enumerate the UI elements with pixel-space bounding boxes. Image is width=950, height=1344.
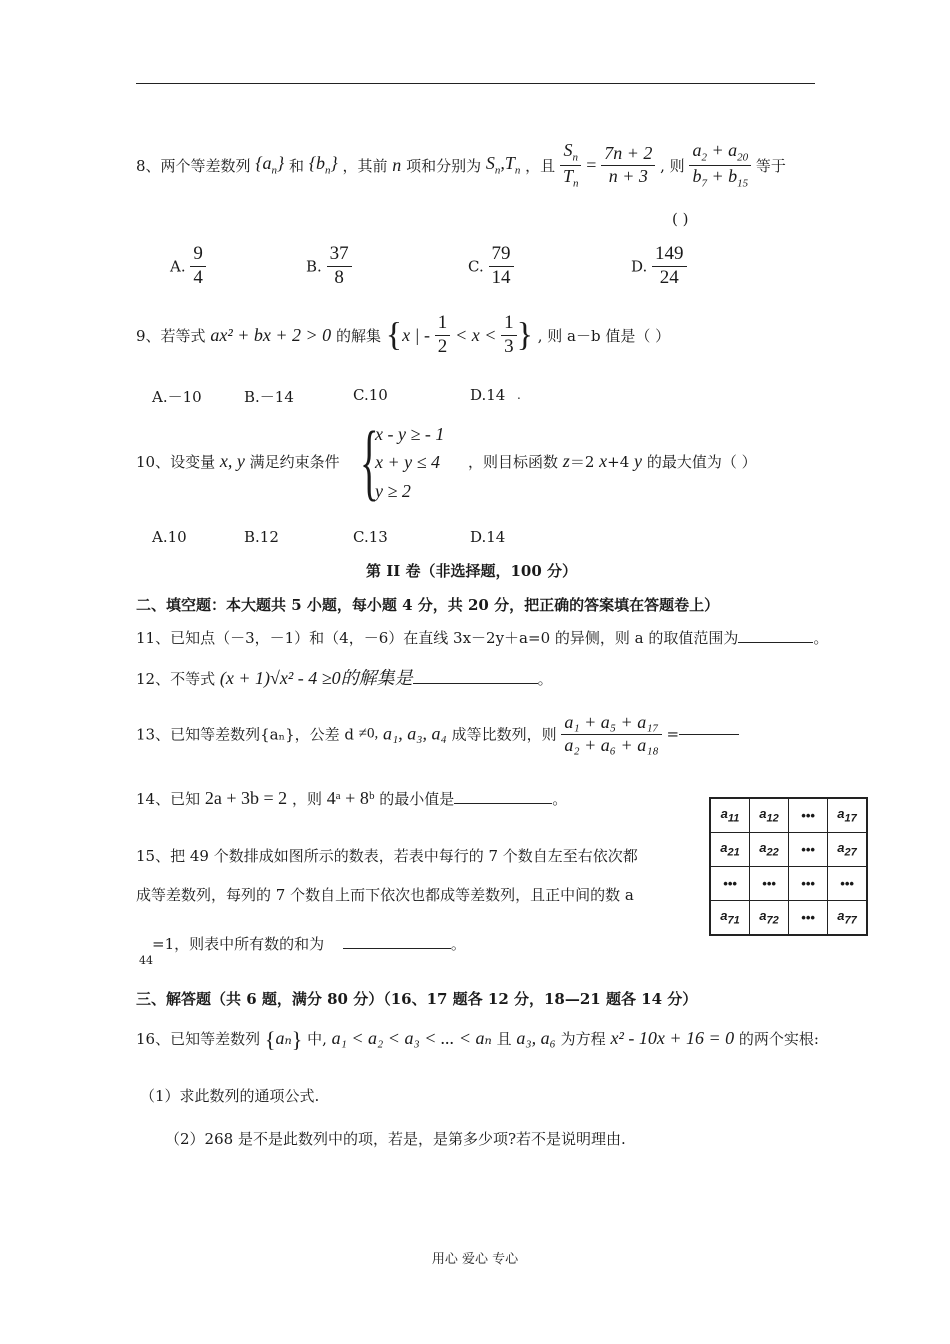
q12-answer-blank (413, 683, 538, 684)
q11: 11、已知点（－3，－1）和（4，－6）在直线 3x－2y＋a=0 的异侧，则 a 的取值范围为 。 (136, 629, 829, 647)
q8-sums: $S_n,T_n$ (485, 153, 521, 178)
grid-cell: $a_{21}$ (710, 833, 750, 867)
q9-third-fraction: $\frac{1}{3}$ (501, 312, 517, 359)
q10-objective: ，则目标函数 z＝2 x+4 y 的最大值为（ ） (468, 451, 757, 471)
q9-option-c: C.10 (353, 386, 388, 404)
q9-option-d: D.14 (470, 386, 506, 404)
grid-cell: $a_{77}$ (828, 901, 868, 936)
grid-cell: $a_{17}$ (828, 798, 868, 833)
grid-cell: ••• (789, 901, 828, 936)
q9-option-a: A.－10 (152, 388, 202, 406)
q8-given-fraction: $\frac{7n + 2}{n + 3}$ (601, 143, 655, 187)
q13-fraction: $\frac{\text{a₁ + a₅ + a₁₇}}{\text{a₂ + a₆ + a₁₈}}$ (561, 712, 661, 756)
q8-option-c: C. $\frac{79}{14}$ (468, 243, 514, 290)
grid-cell: ••• (750, 867, 789, 901)
header-rule (136, 83, 815, 84)
q10-option-d: D.14 (470, 528, 506, 546)
q8-target-fraction: $\frac{a_2 + a_{20}}{b_7 + b_{15}}$ (689, 140, 751, 191)
q10-constraint-brace: { (360, 413, 379, 509)
q16-stem: 16、已知等差数列 {aₙ} 中, a₁ < a₂ < a₃ < ... < aₙ 且 a₃, a₆ 为方程 x² - 10x + 16 = 0 的两个实根: (136, 1027, 819, 1052)
q16-subquestion-1: （1）求此数列的通项公式. (140, 1087, 320, 1105)
q8-option-a: A. $\frac{9}{4}$ (170, 243, 206, 290)
section2-title: 二、填空题：本大题共 5 小题，每小题 4 分，共 20 分，把正确的答案填在答题卷上） (136, 596, 720, 614)
q15-line-2: 成等差数列，每列的 7 个数自上而下依次也都成等差数列，且正中间的数 a (136, 886, 634, 904)
page-footer: 用心 爱心 专心 (431, 1252, 519, 1267)
grid-cell: ••• (789, 798, 828, 833)
q9-stray-dot: . (517, 388, 521, 402)
q10-option-a: A.10 (152, 528, 187, 546)
q9-option-b: B.－14 (244, 388, 294, 406)
q8-stem: 8、两个等差数列 $\{a_n\}$ 和 $\{b_n\}$ ，其前 n 项和分别为 $S_n,T_n$ ，且 $\frac{S_n}{T_n}$ = $\frac{7n + 2}{n + 3}$ , 则 $\frac{a_2 + a_{20}}{b_7 + b_{15}}$ 等于 (136, 140, 786, 190)
grid-cell: ••• (789, 867, 828, 901)
q8-ratio-fraction: $\frac{S_n}{T_n}$ (560, 140, 582, 191)
q10-constraint-2: x + y ≤ 4 (375, 452, 441, 472)
q13: 13、已知等差数列{aₙ}，公差 d ≠0, a₁, a₃, a₄ 成等比数列，则 $\frac{\text{a₁ + a₅ + a₁₇}}{\text{a₂ + a₆ + a₁₈}}$ = (136, 712, 739, 756)
q10-option-c: C.13 (353, 528, 388, 546)
q10-constraint-3: y ≥ 2 (375, 481, 411, 501)
q8-option-b: B. $\frac{37}{8}$ (306, 243, 352, 290)
q14: 14、已知 2a + 3b = 2 ，则 4ᵃ + 8ᵇ 的最小值是 。 (136, 788, 568, 808)
q12: 12、不等式 (x + 1)√x² - 4 ≥0的解集是 。 (136, 668, 553, 688)
q10-stem: 10、设变量 x, y 满足约束条件 (136, 451, 340, 471)
q14-answer-blank (454, 803, 552, 804)
grid-cell: ••• (710, 867, 750, 901)
q8-seq-b: $\{b_n\}$ (308, 153, 338, 178)
q15-line-3: =1，则表中所有数的和为 。 (152, 935, 466, 953)
q9-half-fraction: $\frac{1}{2}$ (435, 312, 451, 359)
section3-title: 三、解答题（共 6 题，满分 80 分）（16、17 题各 12 分，18—21 题各 14 分） (136, 990, 698, 1008)
grid-cell: $a_{22}$ (750, 833, 789, 867)
q15-line-1: 15、把 49 个数排成如图所示的数表，若表中每行的 7 个数自左至右依次都 (136, 847, 638, 865)
grid-cell: $a_{71}$ (710, 901, 750, 936)
grid-cell: ••• (789, 833, 828, 867)
q16-subquestion-2: （2）268 是不是此数列中的项，若是，是第多少项?若不是说明理由. (165, 1130, 626, 1148)
q8-answer-paren: ( ) (672, 210, 689, 228)
q15-subscript-44: 44 (139, 954, 153, 967)
q8-option-d: D. $\frac{149}{24}$ (631, 243, 687, 290)
q13-answer-blank (679, 734, 739, 735)
part2-title: 第 II 卷（非选择题，100 分） (366, 562, 578, 580)
grid-cell: $a_{27}$ (828, 833, 868, 867)
q8-seq-a: $\{a_n\}$ (255, 153, 285, 178)
q9-stem: 9、若等式 ax² + bx + 2 > 0 的解集 {x | - $\frac{1}{2}$ < x < $\frac{1}{3}$ } , 则 a－b 值是（ ） (136, 312, 671, 357)
q10-option-b: B.12 (244, 528, 279, 546)
grid-cell: ••• (828, 867, 868, 901)
q11-answer-blank (738, 642, 813, 643)
grid-cell: $a_{72}$ (750, 901, 789, 936)
q15-number-grid (709, 797, 868, 936)
grid-cell: $a_{11}$ (710, 798, 750, 833)
q10-constraint-1: x - y ≥ - 1 (375, 424, 445, 444)
grid-cell: $a_{12}$ (750, 798, 789, 833)
q15-answer-blank (343, 948, 451, 949)
